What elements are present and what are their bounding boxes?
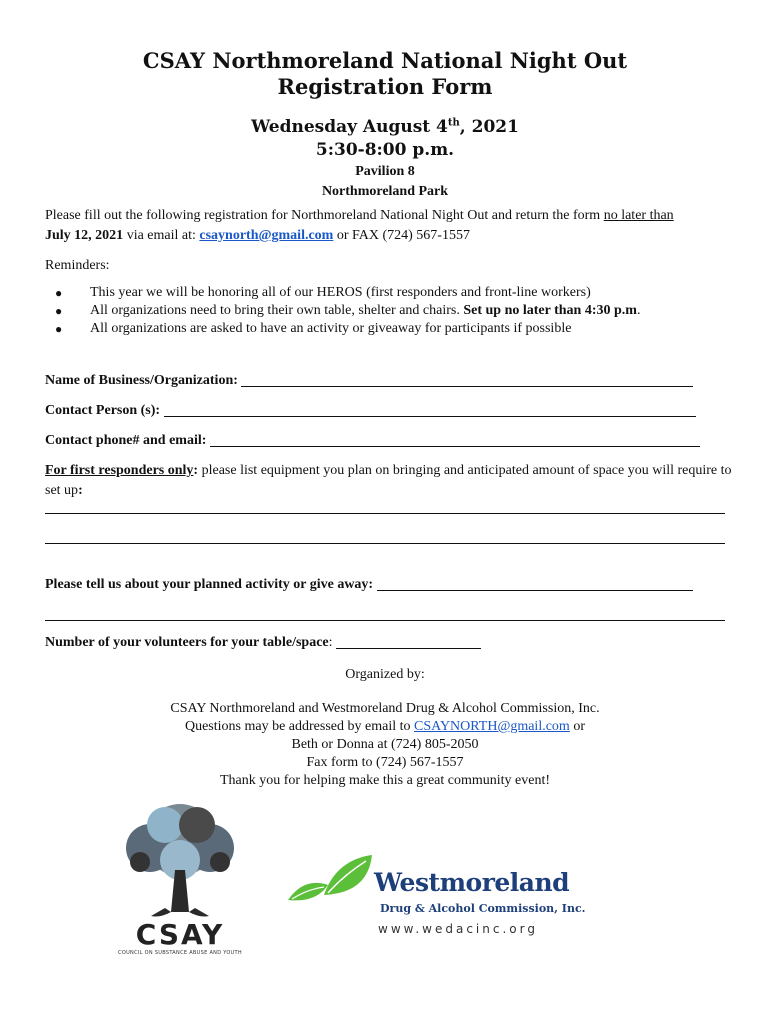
list-item — [45, 284, 735, 302]
reminder-text: This year we will be honoring all of our HEROS (first responders and front-line workers) — [90, 285, 591, 300]
contact-line-1: CSAY Northmoreland and Westmoreland Drug & Alcohol Commission, Inc. — [170, 701, 600, 716]
tree-trunk-icon — [151, 870, 209, 917]
list-item — [45, 302, 735, 320]
equipment-input-line-2[interactable] — [45, 543, 725, 544]
leaf-icon — [286, 855, 376, 925]
contact-line-5: Thank you for helping make this a great community event! — [219, 773, 551, 788]
phone-email-field — [45, 431, 700, 451]
activity-field — [45, 575, 693, 595]
equipment-input-line-1[interactable] — [45, 513, 725, 514]
westmoreland-subtitle: Drug & Alcohol Commission, Inc. — [380, 902, 586, 915]
intro-text: Please fill out the following registration for Northmoreland National Night Out and return the form — [45, 208, 604, 223]
business-field — [45, 371, 693, 391]
page-title — [0, 48, 770, 100]
bullet-icon: ● — [55, 304, 63, 318]
first-responders-text: please list equipment you plan on bringing and anticipated amount of space you will require to set up — [45, 463, 732, 498]
csay-wordmark: CSAY — [135, 918, 225, 951]
reminder-tail: . — [636, 303, 641, 318]
first-responders-colon: : — [193, 463, 199, 478]
reminders-label: Reminders: — [45, 258, 110, 273]
tree-canopy-icon — [126, 804, 234, 880]
volunteers-field — [45, 633, 481, 653]
first-responders-label: For first responders only — [45, 463, 194, 478]
date-year: , 2021 — [459, 117, 519, 137]
contact-line-3: Beth or Donna at (724) 805-2050 — [291, 737, 479, 752]
venue-line-1: Pavilion 8 — [355, 164, 415, 179]
contact-info — [0, 700, 770, 790]
intro-text-3: or FAX — [333, 228, 383, 243]
reminder-bold: Set up no later than 4:30 p.m — [463, 303, 637, 318]
westmoreland-wordmark: Westmoreland — [374, 868, 570, 897]
phone-email-input-line[interactable] — [210, 446, 700, 447]
list-item — [45, 320, 735, 338]
email-link[interactable]: csaynorth@gmail.com — [199, 228, 334, 243]
volunteers-input-line[interactable] — [336, 648, 481, 649]
deadline-date: July 12, 2021 — [45, 228, 124, 243]
bullet-icon: ● — [55, 286, 63, 300]
business-input-line[interactable] — [241, 386, 693, 387]
contact-label: Contact Person (s): — [45, 403, 161, 418]
business-label: Name of Business/Organization: — [45, 373, 238, 388]
venue-line-2: Northmoreland Park — [321, 184, 449, 199]
first-responders-section — [45, 461, 735, 501]
csay-subtitle: COUNCIL ON SUBSTANCE ABUSE AND YOUTH — [118, 950, 242, 956]
contact-line-4: Fax form to (724) 567-1557 — [306, 755, 464, 770]
title-line-1: CSAY Northmoreland National Night Out — [142, 48, 628, 73]
contact-input-line[interactable] — [164, 416, 696, 417]
intro-paragraph — [45, 206, 735, 246]
reminder-text: All organizations need to bring their own table, shelter and chairs. — [90, 303, 464, 318]
title-line-2: Registration Form — [277, 74, 493, 99]
date-text: Wednesday August 4 — [251, 117, 448, 137]
deadline-text: no later than — [603, 208, 674, 223]
activity-input-line-2[interactable] — [45, 620, 725, 621]
event-date — [0, 116, 770, 162]
activity-input-line[interactable] — [377, 590, 693, 591]
activity-label: Please tell us about your planned activity or give away: — [45, 577, 374, 592]
bullet-icon: ● — [55, 322, 63, 336]
organized-by: Organized by: — [345, 667, 425, 682]
first-responders-end: : — [78, 483, 83, 498]
volunteers-label: Number of your volunteers for your table/space — [45, 635, 329, 650]
date-sup: th — [447, 117, 460, 129]
event-time: 5:30-8:00 p.m. — [315, 140, 455, 160]
reminders-list — [45, 284, 735, 338]
contact-field — [45, 401, 696, 421]
phone-email-label: Contact phone# and email: — [45, 433, 207, 448]
fax-number: (724) 567-1557 — [382, 228, 470, 243]
contact-line-2-text: Questions may be addressed by email to — [184, 719, 414, 734]
reminder-text: All organizations are asked to have an activity or giveaway for participants if possible — [90, 321, 572, 336]
intro-text-2: via email at: — [123, 228, 200, 243]
westmoreland-url[interactable]: www.wedacinc.org — [378, 922, 538, 936]
footer-email-link[interactable]: CSAYNORTH@gmail.com — [414, 719, 570, 734]
contact-line-2 — [0, 718, 770, 736]
volunteers-colon: : — [328, 635, 333, 650]
event-venue — [0, 162, 770, 202]
contact-line-2-suffix: or — [569, 719, 585, 734]
